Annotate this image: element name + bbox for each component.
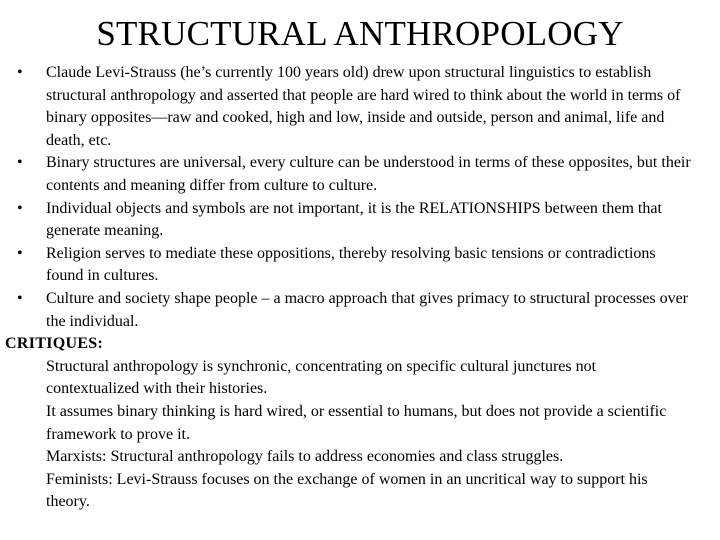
bullet-item [0,243,720,288]
bullet-item [0,198,720,243]
bullet-marker: • [17,154,23,172]
bullet-text: Religion serves to mediate these oppositions, thereby resolving basic tensions or contradictions found in cultures. [46,244,656,285]
bullet-text: Culture and society shape people – a macro approach that gives primacy to structural processes over the individual. [46,289,688,330]
slide-body [0,62,720,514]
bullet-marker: • [17,64,23,81]
bullet-marker: • [17,289,23,307]
bullet-text: Individual objects and symbols are not important, it is the RELATIONSHIPS between them that generate meaning. [46,199,662,240]
critiques-heading: CRITIQUES: [5,335,104,353]
bullet-list [0,62,720,333]
bullet-text: Claude Levi-Strauss (he’s currently 100 years old) drew upon structural linguistics to establish structural anthropology and asserted that people are hard wired to think about the world in terms of binary opposites—raw and cooked, high and low, inside and outside, person and animal, life and death, etc. [46,64,681,149]
critique-item: It assumes binary thinking is hard wired, or essential to humans, but does not provide a scientific framework to prove it. [46,402,667,443]
bullet-marker: • [17,199,23,217]
critique-item: Feminists: Levi-Strauss focuses on the exchange of women in an uncritical way to support his theory. [46,470,648,511]
critique-list [0,356,720,514]
bullet-marker: • [17,244,23,262]
bullet-item [0,152,720,197]
bullet-text: Binary structures are universal, every culture can be understood in terms of these opposites, but their contents and meaning differ from culture to culture. [46,154,691,194]
slide-title: STRUCTURAL ANTHROPOLOGY [96,14,624,53]
bullet-item [0,62,720,152]
critique-item: Marxists: Structural anthropology fails to address economies and class struggles. [46,448,564,466]
critique-item: Structural anthropology is synchronic, concentrating on specific cultural junctures not contextualized with their histories. [46,357,597,398]
bullet-item [0,288,720,333]
